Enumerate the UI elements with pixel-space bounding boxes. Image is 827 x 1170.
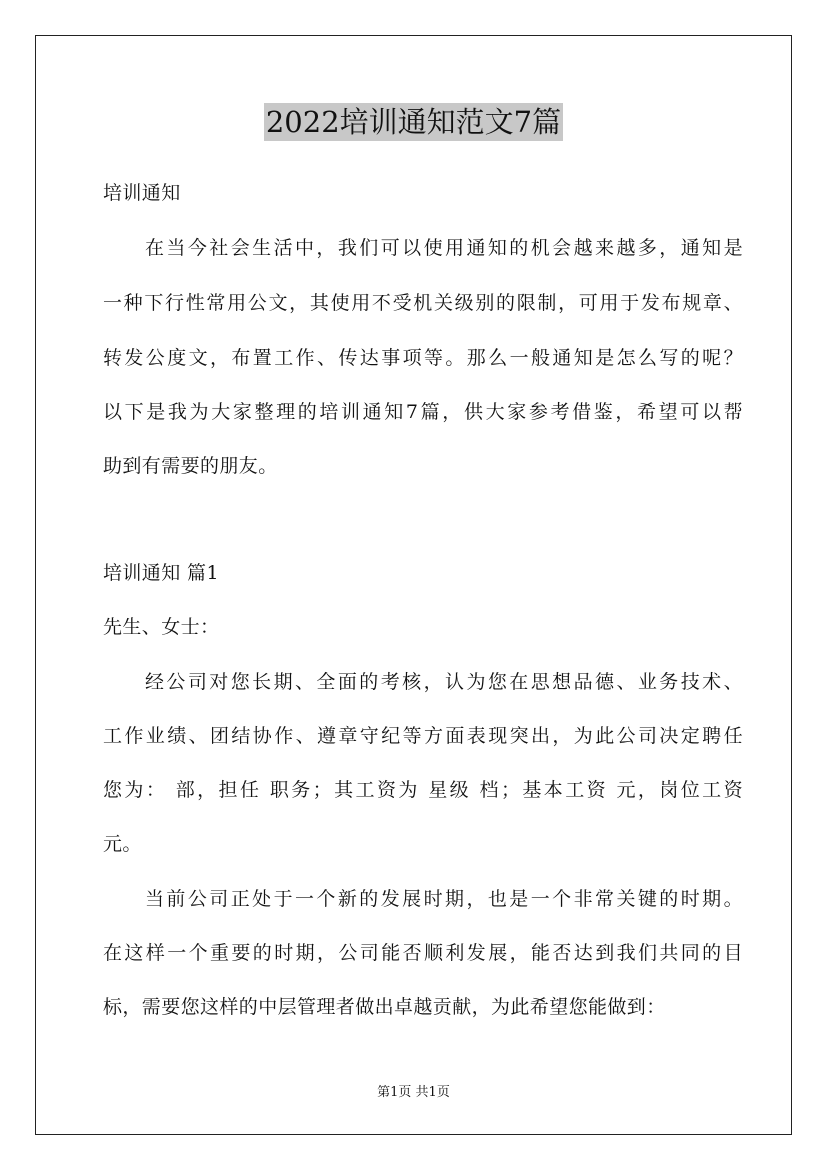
document-title [0, 100, 827, 144]
salutation: 先生、女士： [103, 616, 220, 638]
paragraph-line: 在这样一个重要的时期，公司能否顺利发展，能否达到我们共同的目 [103, 942, 743, 964]
intro-line: 以下是我为大家整理的培训通知7篇，供大家参考借鉴，希望可以帮 [103, 401, 743, 423]
paragraph-line: 元。 [103, 833, 142, 855]
paragraph-line: 您为： 部，担任 职务；其工资为 星级 档；基本工资 元，岗位工资 [103, 779, 743, 801]
intro-line: 在当今社会生活中，我们可以使用通知的机会越来越多，通知是 [145, 237, 743, 259]
heading: 培训通知 [103, 182, 181, 204]
intro-line: 一种下行性常用公文，其使用不受机关级别的限制，可用于发布规章、 [103, 292, 743, 314]
section-title: 培训通知 篇1 [103, 562, 219, 584]
paragraph-line: 当前公司正处于一个新的发展时期，也是一个非常关键的时期。 [145, 888, 743, 910]
paragraph-line: 标，需要您这样的中层管理者做出卓越贡献，为此希望您能做到： [103, 996, 666, 1018]
intro-line: 助到有需要的朋友。 [103, 455, 278, 477]
title-text: 2022培训通知范文7篇 [265, 105, 562, 139]
paragraph-line: 经公司对您长期、全面的考核，认为您在思想品德、业务技术、 [145, 671, 743, 693]
intro-line: 转发公度文，布置工作、传达事项等。那么一般通知是怎么写的呢？ [103, 347, 743, 369]
page-footer: 第1页 共1页 [377, 1085, 450, 1100]
paragraph-line: 工作业绩、团结协作、遵章守纪等方面表现突出，为此公司决定聘任 [103, 725, 743, 747]
